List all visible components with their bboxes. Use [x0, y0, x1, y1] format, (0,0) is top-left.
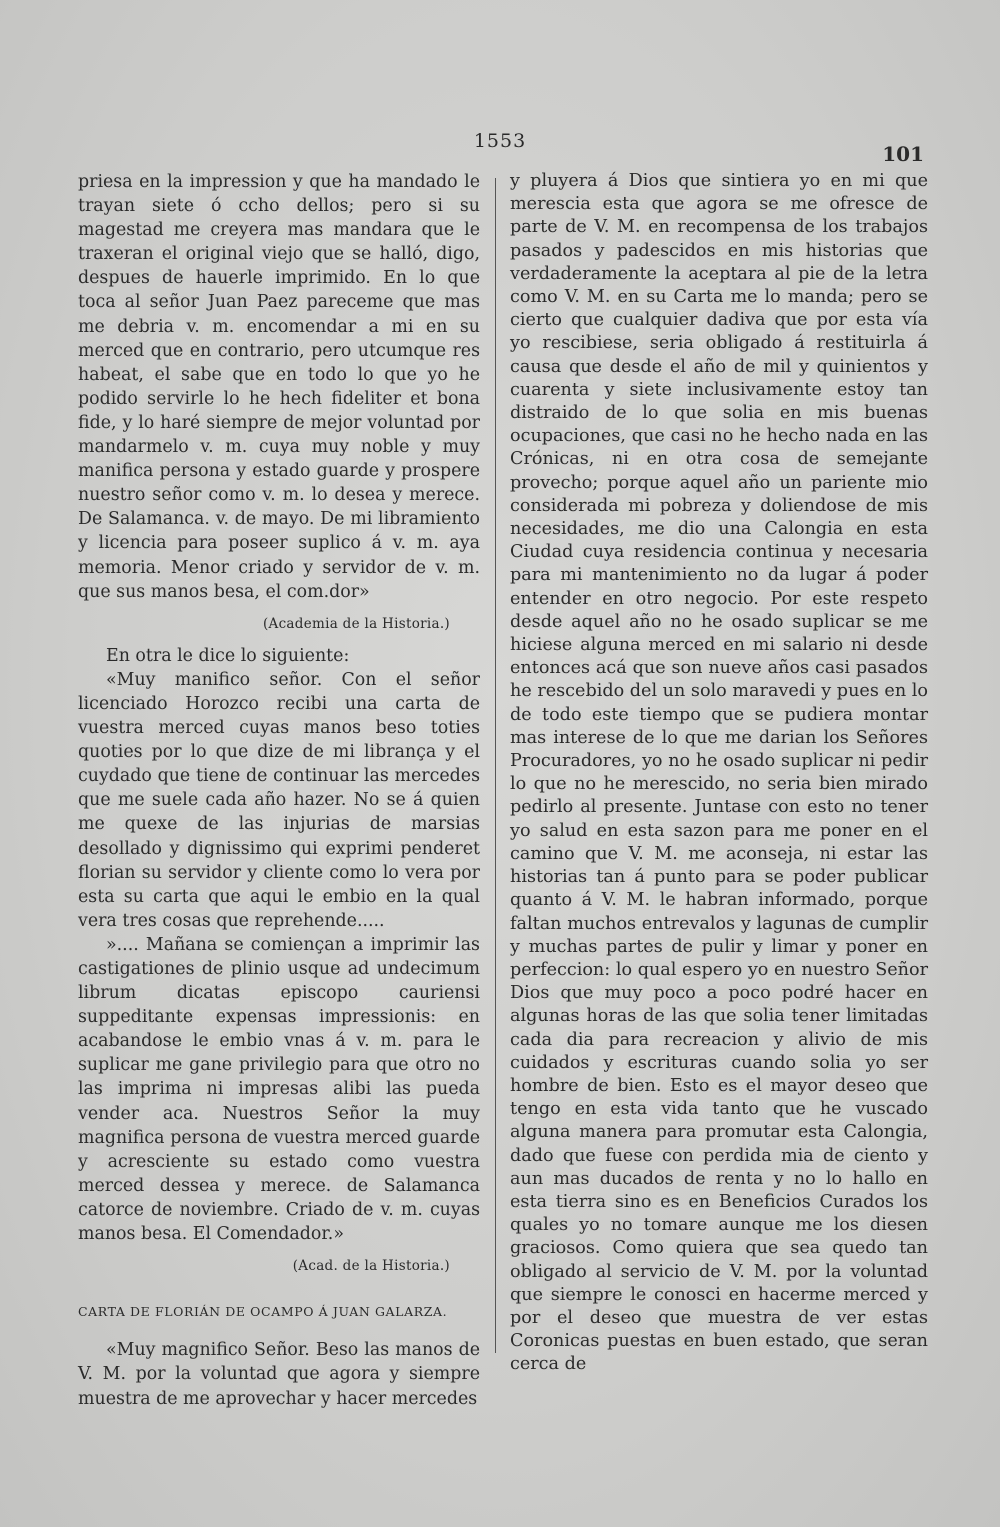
source-citation-1: (Academia de la Historia.)	[262, 615, 450, 632]
left-paragraph-3: «Muy manifico señor. Con el señor licenciado Horozco recibi una carta de vuestra merced cuyas manos beso toties quoties por lo que dize de mi librança y el cuydado que tiene de continuar las mercedes que me suele cada año hazer. No se á quien me quexe de las injurias de marsias desollado y dignissimo qui exprimi penderet florian su servidor y cliente como lo vera por esta su carta que aqui le embio en la qual vera tres cosas que reprehende.....	[78, 669, 480, 931]
left-paragraph-4: ».... Mañana se comiençan a imprimir las castigationes de plinio usque ad undecimum librum dicatas episcopo cauriensi suppeditante expensas impressionis: en acabandose le embio vnas á v. m. para le suplicar me gane privilegio para que otro no las imprima ni impresas alibi las pueda vender aca. Nuestros Señor la muy magnifica persona de vuestra merced guarde y acresciente su estado como vuestra merced dessea y merece. de Salamanca catorce de noviembre. Criado de v. m. cuyas manos besa. El Comendador.»	[78, 934, 480, 1245]
right-paragraph-1: y pluyera á Dios que sintiera yo en mi que meresciа esta que agora se me ofresce de parte de V. M. en recompensa de los trabajos pasados y padescidos en mis historias que verdaderamente la aceptara al pie de la letra como V. M. en su Carta me lo manda; pero se cierto que cualquier dadiva que por esta vía yo rescibiese, seria obligado á restituirla á causa que desde el año de mil y quinientos y cuarenta y siete inclusivamente estoy tan distraido de lo que solia en mis buenas ocupaciones, que casi no he hecho nada en las Crónicas, ni en otra cosa de semejante provecho; porque aquel año un pariente mio considerada mi pobreza y doliendose de mis necesidades, me dio una Calongia en esta Ciudad cuya residencia continua y necesaria para mi mantenimiento no da lugar á poder entender en otro negocio. Por este respeto desde aquel año no he osado suplicar se me hiciese alguna merced en mi salario ni desde entonces acá que son nueve años casi pasados he rescebido del un solo maravedi y pues en lo de todo este tiempo que se pudiera montar mas interese de lo que me darian los Señores Procuradores, yo no he osado suplicar ni pedir lo que no he merescido, no seria bien mirado pedirlo al presente. Juntase con esto no tener yo salud en esta sazon para me poner en el camino que V. M. me aconseja, ni estar las historias tan á punto para se poder publicar quanto á V. M. le habran informado, porque faltan muchos entrevalos y lagunas de cumplir y muchas partes de pulir y limar y poner en perfeccion: lo qual espero yo en nuestro Señor Dios que muy poco a poco podré hacer en algunas horas de las que solia tener limitadas cada dia para recreacion y alivio de mis cuidados y escrituras cuando solia yo ser hombre de bien. Esto es el mayor deseo que tengo en esta vida tanto que he vuscado alguna manera para promutar esta Calongia, dado que fuese con perdida mia de ciento y aun mas ducados de renta y no lo hallo en esta tierra sino es en Beneficios Curados los quales yo no tomare aunque me los diesen graciosos. Como quiera que sea quedo tan obligado al servicio de V. M. por la voluntad que siempre le conosci en hacerme merced y por el deseo que muestra de ver estas Coronicas puestas en buen estado, que seran cerca de	[510, 171, 928, 1375]
right-column	[510, 170, 928, 1377]
column-divider	[495, 178, 496, 1353]
left-paragraph-1: priesa en la impression y que ha mandado le trayan siete ó ccho dellos; pero si su magestad me creyera mas mandara que le traxeran el original viejo que se halló, digo, despues de hauerle imprimido. En lo que toca al señor Juan Paez pareceme que mas me debria v. m. encomendar a mi en su merced que en contrario, pero utcumque res habeat, el sabe que en todo lo que yo he podido servirle lo he hech fideliter et bona fide, y lo haré siempre de mejor voluntad por mandarmelo v. m. cuya muy noble y muy manifica persona y estado guarde y prospere nuestro señor como v. m. lo desea y merece. De Salamanca. v. de mayo. De mi libramiento y licencia para poseer suplico á v. m. aya memoria. Menor criado y servidor de v. m. que sus manos besa, el com.dor»	[78, 172, 480, 602]
page-year: 1553	[473, 130, 527, 152]
letter-heading: CARTA DE FLORIÁN DE OCAMPO Á JUAN GALARZA.	[78, 1304, 448, 1320]
left-paragraph-2: En otra le dice lo siguiente:	[106, 645, 350, 666]
page-number: 101	[882, 142, 924, 166]
source-citation-2: (Acad. de la Historia.)	[292, 1258, 450, 1275]
left-paragraph-5: «Muy magnifico Señor. Beso las manos de V. M. por la voluntad que agora y siempre muestra de me aprovechar y hacer mercedes	[78, 1340, 480, 1409]
left-column	[78, 170, 480, 1411]
